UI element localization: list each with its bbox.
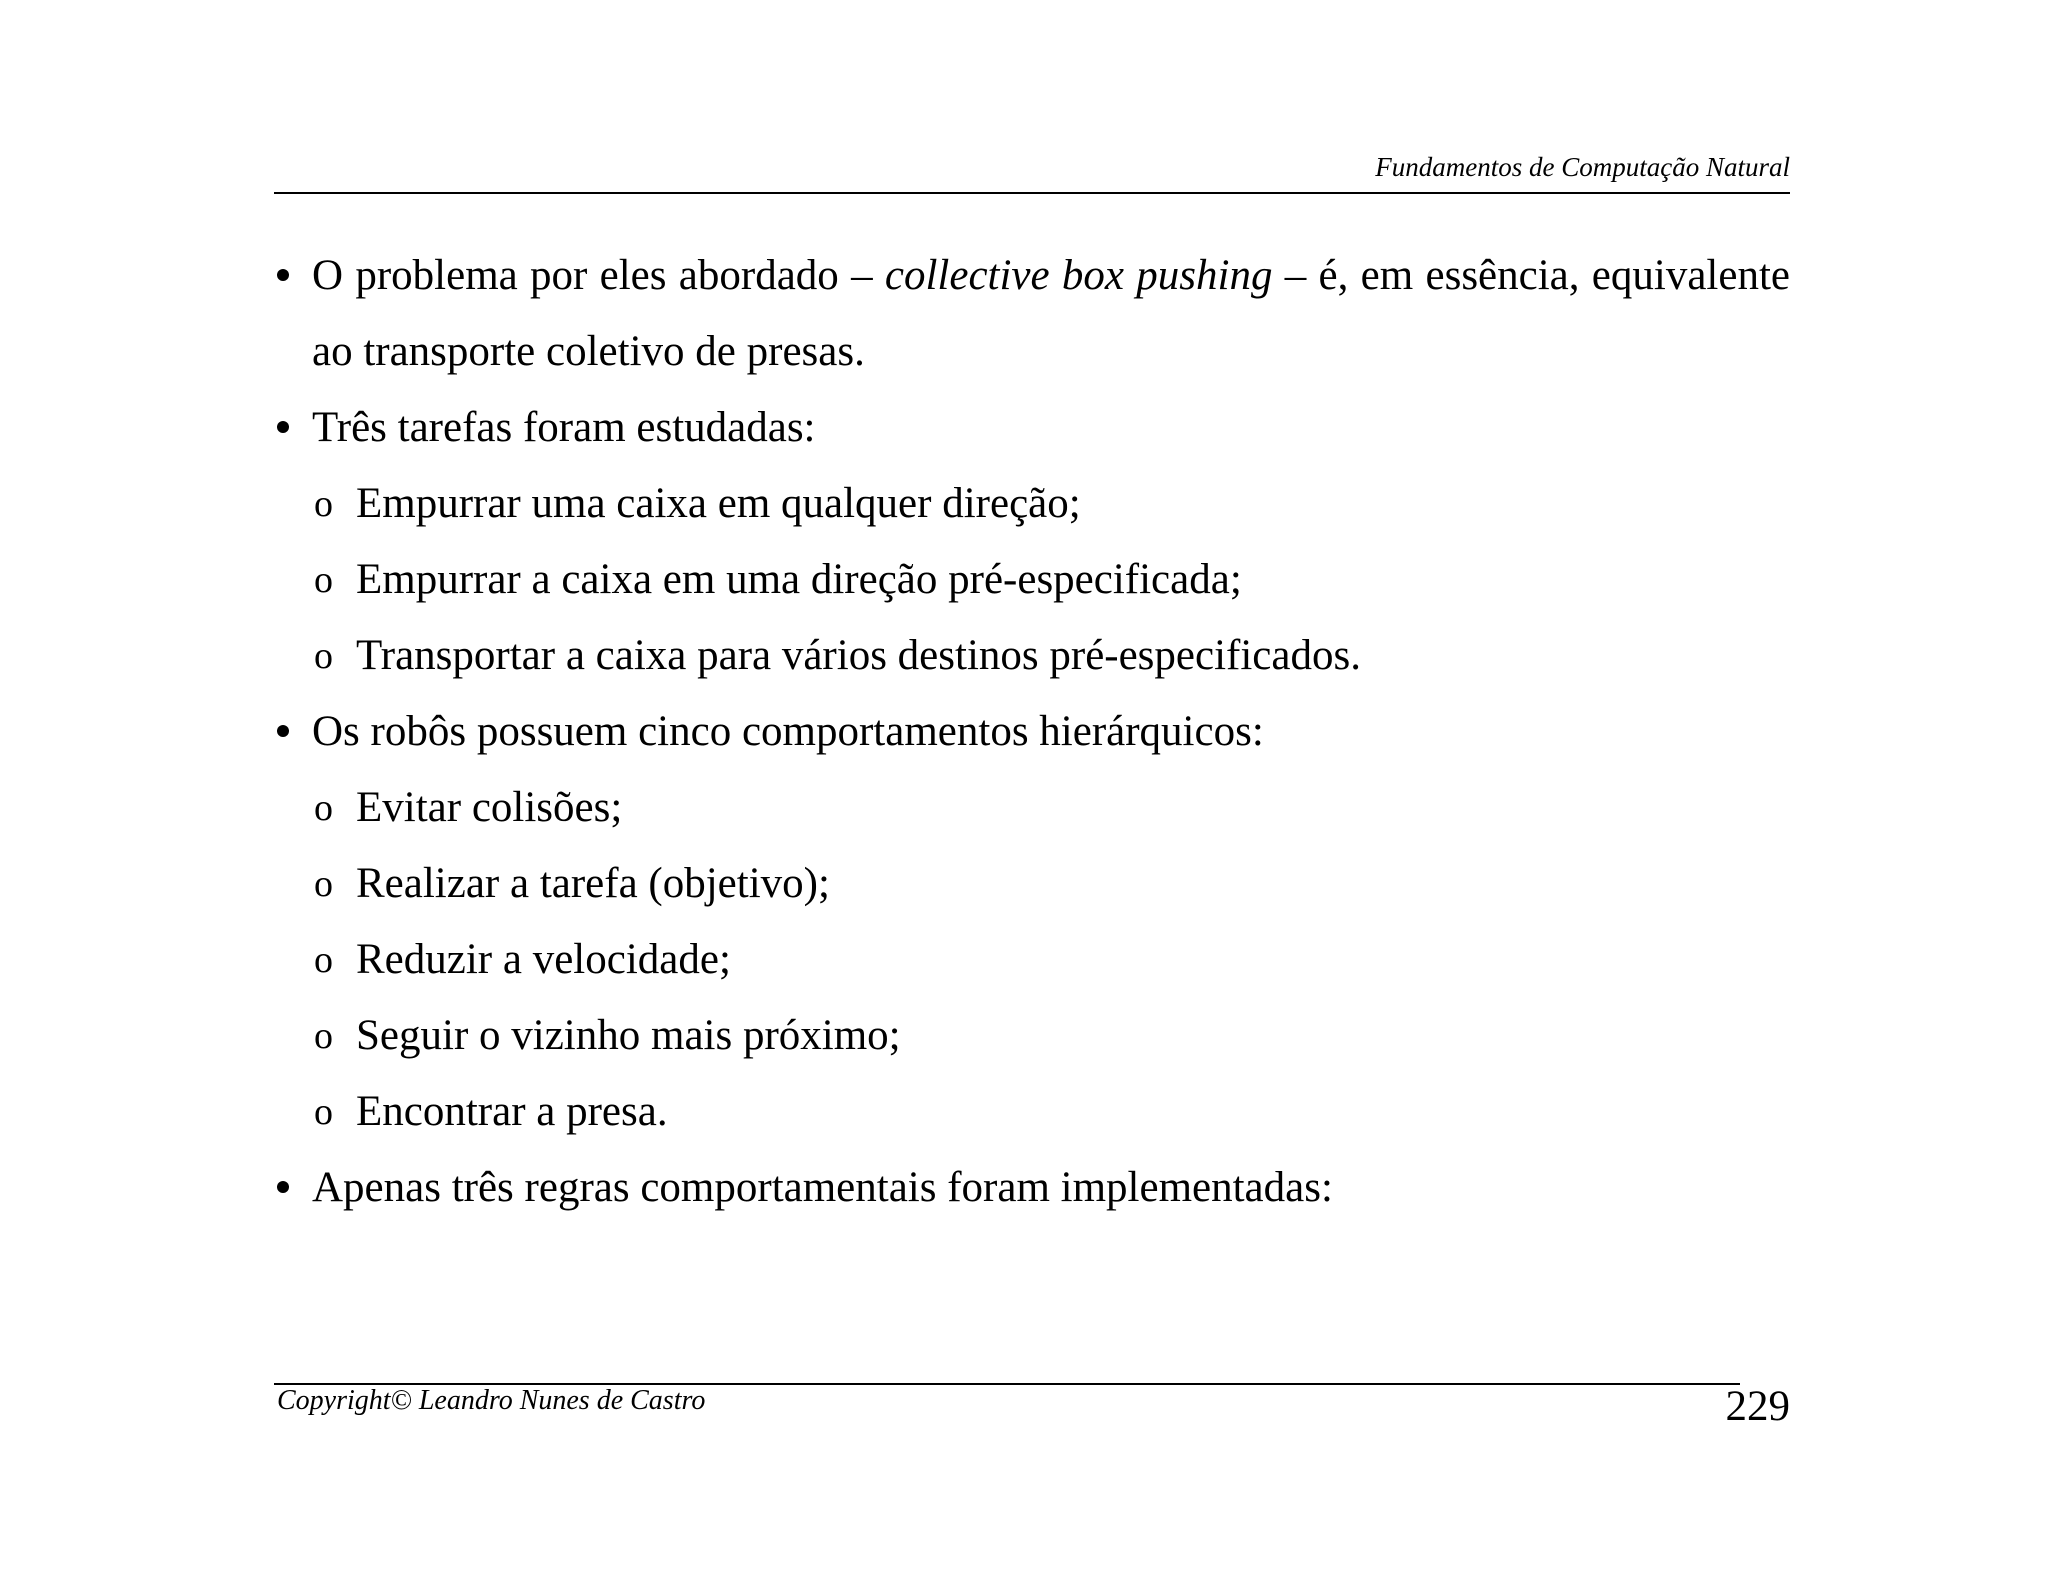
sub-item-text: Encontrar a presa. <box>356 1088 668 1135</box>
running-header: Fundamentos de Computação Natural <box>1375 152 1790 182</box>
sub-item <box>274 542 1790 618</box>
bullet-item-text: Os robôs possuem cinco comportamentos hierárquicos: <box>312 708 1264 755</box>
sub-item-text: Realizar a tarefa (objetivo); <box>356 860 830 907</box>
sub-item <box>274 770 1790 846</box>
bullet-item <box>274 694 1790 770</box>
bullet-dot-icon <box>274 390 314 466</box>
circle-bullet-icon: o <box>314 863 333 905</box>
page-number: 229 <box>1725 1383 1790 1430</box>
circle-bullet-icon: o <box>314 787 333 829</box>
footer-copyright: Copyright© Leandro Nunes de Castro <box>277 1385 706 1416</box>
bullet-item-text: Três tarefas foram estudadas: <box>312 404 816 451</box>
sub-item-text: Seguir o vizinho mais próximo; <box>356 1012 901 1059</box>
circle-bullet-icon: o <box>314 559 333 601</box>
sub-item <box>274 618 1790 694</box>
bullet-text-before: O problema por eles abordado – <box>312 252 885 299</box>
circle-bullet-icon: o <box>314 1015 333 1057</box>
circle-bullet-icon: o <box>314 1091 333 1133</box>
sub-item-text: Reduzir a velocidade; <box>356 936 731 983</box>
bullet-text-after: – é, em essência, equivalente ao transporte coletivo de presas. <box>312 252 1790 375</box>
circle-bullet-icon: o <box>314 939 333 981</box>
sub-item <box>274 1074 1790 1150</box>
sub-item-text: Empurrar a caixa em uma direção pré-especificada; <box>356 556 1242 603</box>
bullet-item <box>274 390 1790 466</box>
bullet-dot-icon <box>274 238 314 314</box>
header-rule <box>274 192 1790 194</box>
sub-item-text: Empurrar uma caixa em qualquer direção; <box>356 480 1081 527</box>
bullet-item <box>274 238 1790 390</box>
bullet-item-text <box>274 238 1790 390</box>
slide-content <box>274 238 1790 1226</box>
bullet-dot-icon <box>274 694 314 770</box>
circle-bullet-icon: o <box>314 483 333 525</box>
sub-item <box>274 466 1790 542</box>
bullet-dot-icon <box>274 1150 314 1226</box>
bullet-text-emphasis: collective box pushing <box>884 252 1273 299</box>
sub-item <box>274 922 1790 998</box>
bullet-item-text: Apenas três regras comportamentais foram implementadas: <box>312 1164 1333 1211</box>
circle-bullet-icon: o <box>314 635 333 677</box>
sub-item <box>274 846 1790 922</box>
sub-item-text: Evitar colisões; <box>356 784 623 831</box>
bullet-item <box>274 1150 1790 1226</box>
sub-item <box>274 998 1790 1074</box>
sub-item-text: Transportar a caixa para vários destinos pré-especificados. <box>356 632 1361 679</box>
